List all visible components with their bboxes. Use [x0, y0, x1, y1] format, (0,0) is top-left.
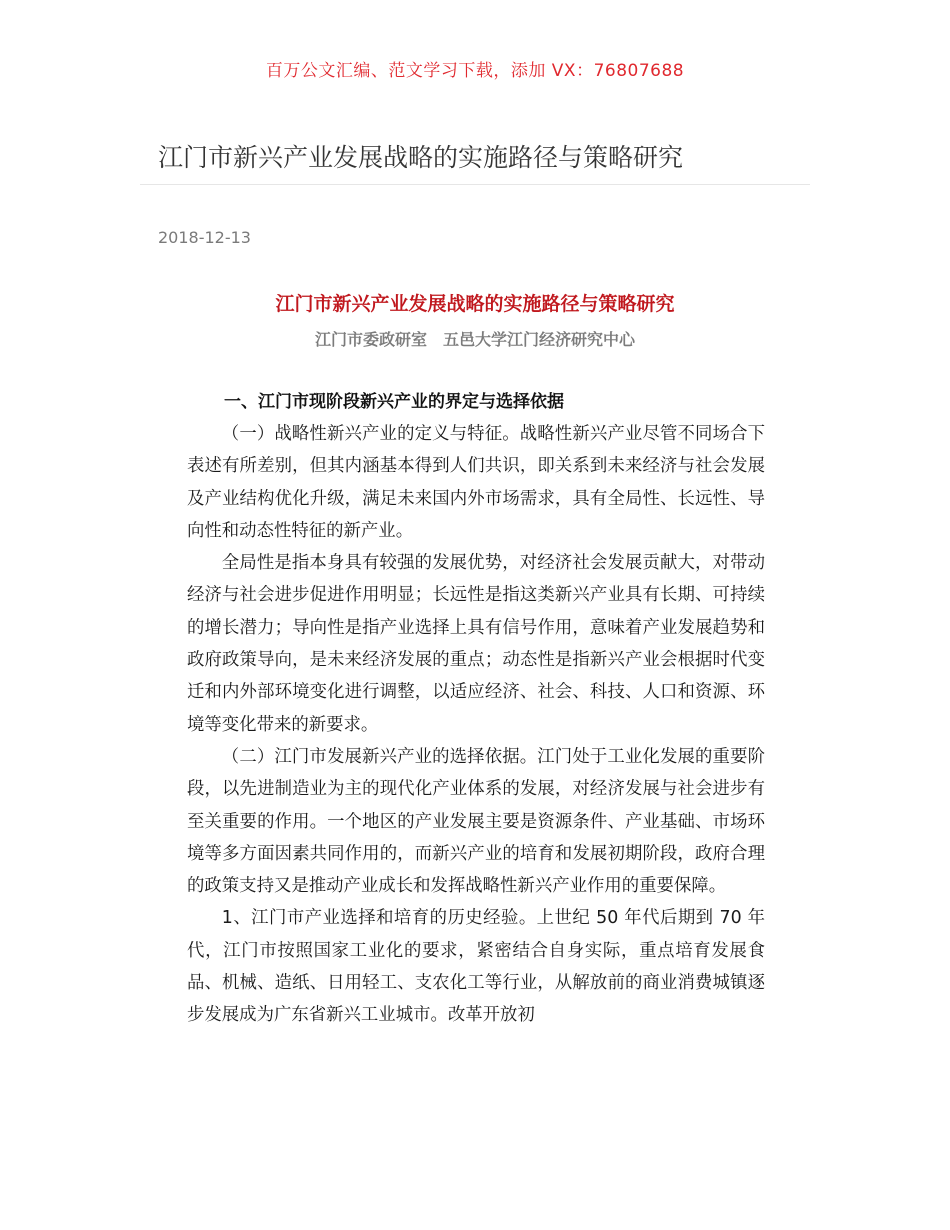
paragraph-history: 1、江门市产业选择和培育的历史经验。上世纪 50 年代后期到 70 年代，江门市按照国家工业化的要求，紧密结合自身实际，重点培育发展食品、机械、造纸、日用轻工、支农化工等行业，从解放前的商业消费城镇逐步发展成为广东省新兴工业城市。改革开放初 [187, 908, 765, 1026]
title-divider [140, 184, 810, 185]
download-banner: 百万公文汇编、范文学习下载，添加 VX：76807688 [265, 61, 685, 81]
article-title: 江门市新兴产业发展战略的实施路径与策略研究 [158, 143, 684, 172]
paragraph-definition: （一）战略性新兴产业的定义与特征。战略性新兴产业尽管不同场合下表述有所差别，但其内涵基本得到人们共识，即关系到未来经济与社会发展及产业结构优化升级，满足未来国内外市场需求，具有全局性、长远性、导向性和动态性特征的新产业。 [187, 424, 765, 541]
paragraph-selection-basis: （二）江门市发展新兴产业的选择依据。江门处于工业化发展的重要阶段，以先进制造业为主的现代化产业体系的发展，对经济发展与社会进步有至关重要的作用。一个地区的产业发展主要是资源条件、产业基础、市场环境等多方面因素共同作用的，而新兴产业的培育和发展初期阶段，政府合理的政策支持又是推动产业成长和发挥战略性新兴产业作用的重要保障。 [187, 746, 765, 897]
section-heading: 一、江门市现阶段新兴产业的界定与选择依据 [224, 392, 564, 412]
document-body [187, 386, 765, 1032]
document-title: 江门市新兴产业发展战略的实施路径与策略研究 [275, 293, 675, 315]
publish-date: 2018-12-13 [158, 228, 251, 247]
paragraph-characteristics: 全局性是指本身具有较强的发展优势，对经济社会发展贡献大，对带动经济与社会进步促进作用明显；长远性是指这类新兴产业具有长期、可持续的增长潜力；导向性是指产业选择上具有信号作用，意味着产业发展趋势和政府政策导向，是未来经济发展的重点；动态性是指新兴产业会根据时代变迁和内外部环境变化进行调整，以适应经济、社会、科技、人口和资源、环境等变化带来的新要求。 [187, 553, 765, 735]
document-authors: 江门市委政研室 五邑大学江门经济研究中心 [314, 330, 635, 349]
